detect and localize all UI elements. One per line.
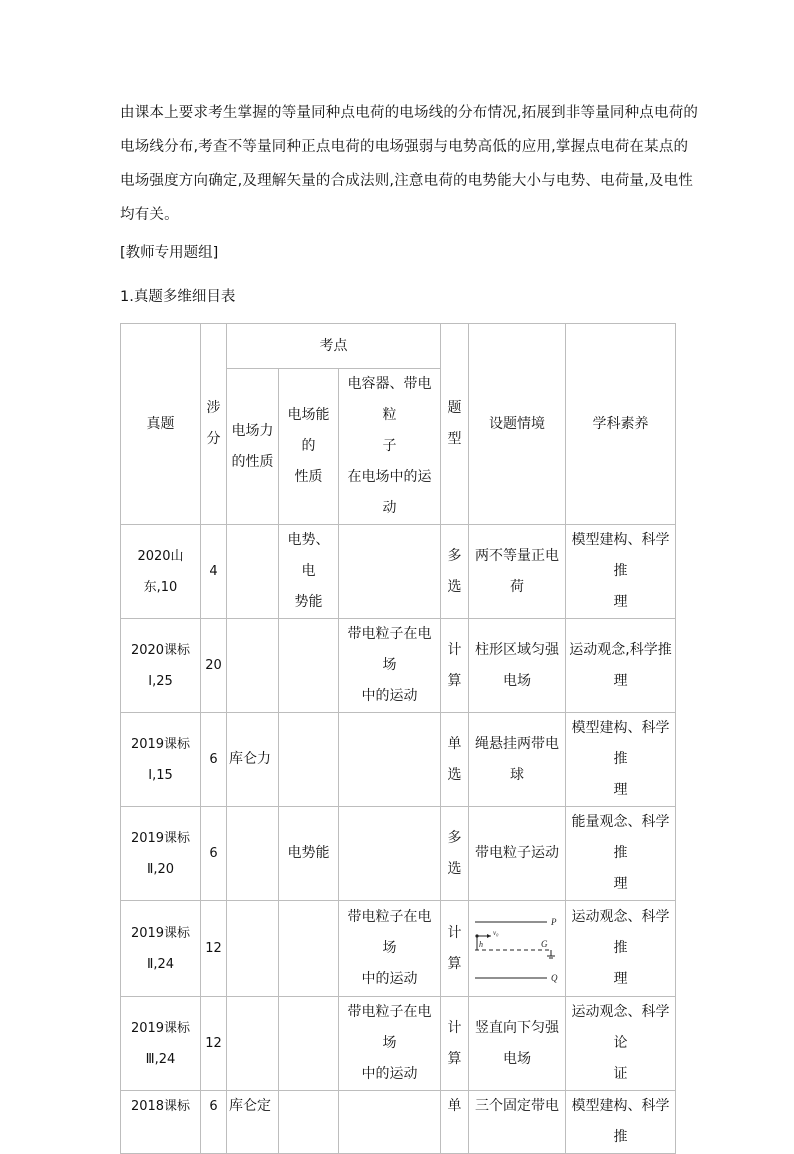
cell-suyang: 模型建构、科学推 xyxy=(566,1091,676,1154)
header-suyang: 学科素养 xyxy=(566,324,676,525)
cell-qingjing: 三个固定带电 xyxy=(469,1091,566,1154)
header-kd3: 电容器、带电粒 子 在电场中的运动 xyxy=(339,369,441,525)
cell-zhenti: 2019课标 Ⅱ,20 xyxy=(121,807,201,901)
table-row xyxy=(121,713,676,807)
cell-zhenti: 2019课标 Ⅱ,24 xyxy=(121,901,201,997)
cell-kd1 xyxy=(227,619,279,713)
cell-kd2: 电势能 xyxy=(279,807,339,901)
cell-kd3 xyxy=(339,525,441,619)
cell-kd1: 库仑定 xyxy=(227,1091,279,1154)
cell-kd3: 带电粒子在电场 中的运动 xyxy=(339,901,441,997)
label-q: Q xyxy=(551,972,558,983)
cell-suyang: 运动观念、科学论 证 xyxy=(566,997,676,1091)
cell-tixing: 多 选 xyxy=(441,525,469,619)
capacitor-figure xyxy=(471,914,563,984)
cell-tixing: 计 算 xyxy=(441,901,469,997)
table-row xyxy=(121,619,676,713)
cell-tixing: 计 算 xyxy=(441,997,469,1091)
cell-tixing: 单 选 xyxy=(441,713,469,807)
cell-qingjing: 两不等量正电 荷 xyxy=(469,525,566,619)
intro-line: 电场线分布,考查不等量同种正点电荷的电场强弱与电势高低的应用,掌握点电荷在某点的 xyxy=(120,139,689,155)
cell-fen: 4 xyxy=(201,525,227,619)
cell-kd2 xyxy=(279,1091,339,1154)
table-title: 1.真题多维细目表 xyxy=(120,289,236,305)
cell-tixing: 单 xyxy=(441,1091,469,1154)
label-p: P xyxy=(551,916,557,927)
intro-line: 电场强度方向确定,及理解矢量的合成法则,注意电荷的电势能大小与电势、电荷量,及电性 xyxy=(120,173,694,189)
arrow-head-icon xyxy=(487,934,491,938)
cell-kd2 xyxy=(279,901,339,997)
cell-suyang: 模型建构、科学推 理 xyxy=(566,525,676,619)
cell-suyang: 运动观念,科学推 理 xyxy=(566,619,676,713)
cell-kd2 xyxy=(279,713,339,807)
particle xyxy=(475,934,478,937)
cell-kd1 xyxy=(227,901,279,997)
table-row xyxy=(121,1091,676,1154)
cell-tixing: 多 选 xyxy=(441,807,469,901)
cell-qingjing: 柱形区域匀强 电场 xyxy=(469,619,566,713)
cell-kd2 xyxy=(279,997,339,1091)
intro-line: 由课本上要求考生掌握的等量同种点电荷的电场线的分布情况,拓展到非等量同种点电荷的 xyxy=(120,105,699,121)
cell-qingjing: 带电粒子运动 xyxy=(469,807,566,901)
intro-paragraph xyxy=(120,96,699,232)
cell-kd3 xyxy=(339,1091,441,1154)
header-qingjing: 设题情境 xyxy=(469,324,566,525)
cell-kd2 xyxy=(279,619,339,713)
cell-zhenti: 2020课标 Ⅰ,25 xyxy=(121,619,201,713)
header-zhenti: 真题 xyxy=(121,324,201,525)
cell-fen: 6 xyxy=(201,1091,227,1154)
cell-zhenti: 2020山东,10 xyxy=(121,525,201,619)
cell-zhenti: 2019课标 Ⅲ,24 xyxy=(121,997,201,1091)
cell-qingjing: 绳悬挂两带电 球 xyxy=(469,713,566,807)
header-fen: 涉 分 xyxy=(201,324,227,525)
cell-fen: 6 xyxy=(201,807,227,901)
cell-fen: 6 xyxy=(201,713,227,807)
cell-suyang: 运动观念、科学推 理 xyxy=(566,901,676,997)
header-tixing: 题 型 xyxy=(441,324,469,525)
cell-fen: 20 xyxy=(201,619,227,713)
label-h: h xyxy=(479,939,483,949)
cell-suyang: 模型建构、科学推 理 xyxy=(566,713,676,807)
header-kaodian: 考点 xyxy=(227,324,441,369)
table-row xyxy=(121,901,676,997)
cell-kd3 xyxy=(339,713,441,807)
table-row xyxy=(121,997,676,1091)
exam-detail-table xyxy=(120,323,676,1154)
cell-suyang: 能量观念、科学推 理 xyxy=(566,807,676,901)
cell-zhenti: 2018课标 xyxy=(121,1091,201,1154)
label-v0: v₀ xyxy=(493,928,499,937)
cell-kd2: 电势、电 势能 xyxy=(279,525,339,619)
cell-qingjing xyxy=(469,901,566,997)
cell-kd1 xyxy=(227,997,279,1091)
group-label: [教师专用题组] xyxy=(120,245,219,261)
cell-kd3 xyxy=(339,807,441,901)
table-row xyxy=(121,525,676,619)
intro-line: 均有关。 xyxy=(120,207,179,223)
header-kd1: 电场力 的性质 xyxy=(227,369,279,525)
cell-kd1 xyxy=(227,525,279,619)
cell-kd1 xyxy=(227,807,279,901)
cell-fen: 12 xyxy=(201,901,227,997)
cell-tixing: 计 算 xyxy=(441,619,469,713)
cell-kd3: 带电粒子在电场 中的运动 xyxy=(339,997,441,1091)
header-kd2: 电场能的 性质 xyxy=(279,369,339,525)
cell-kd1: 库仑力 xyxy=(227,713,279,807)
cell-kd3: 带电粒子在电场 中的运动 xyxy=(339,619,441,713)
cell-qingjing: 竖直向下匀强 电场 xyxy=(469,997,566,1091)
cell-fen: 12 xyxy=(201,997,227,1091)
cell-zhenti: 2019课标 Ⅰ,15 xyxy=(121,713,201,807)
label-g: G xyxy=(541,938,548,949)
table-row xyxy=(121,807,676,901)
